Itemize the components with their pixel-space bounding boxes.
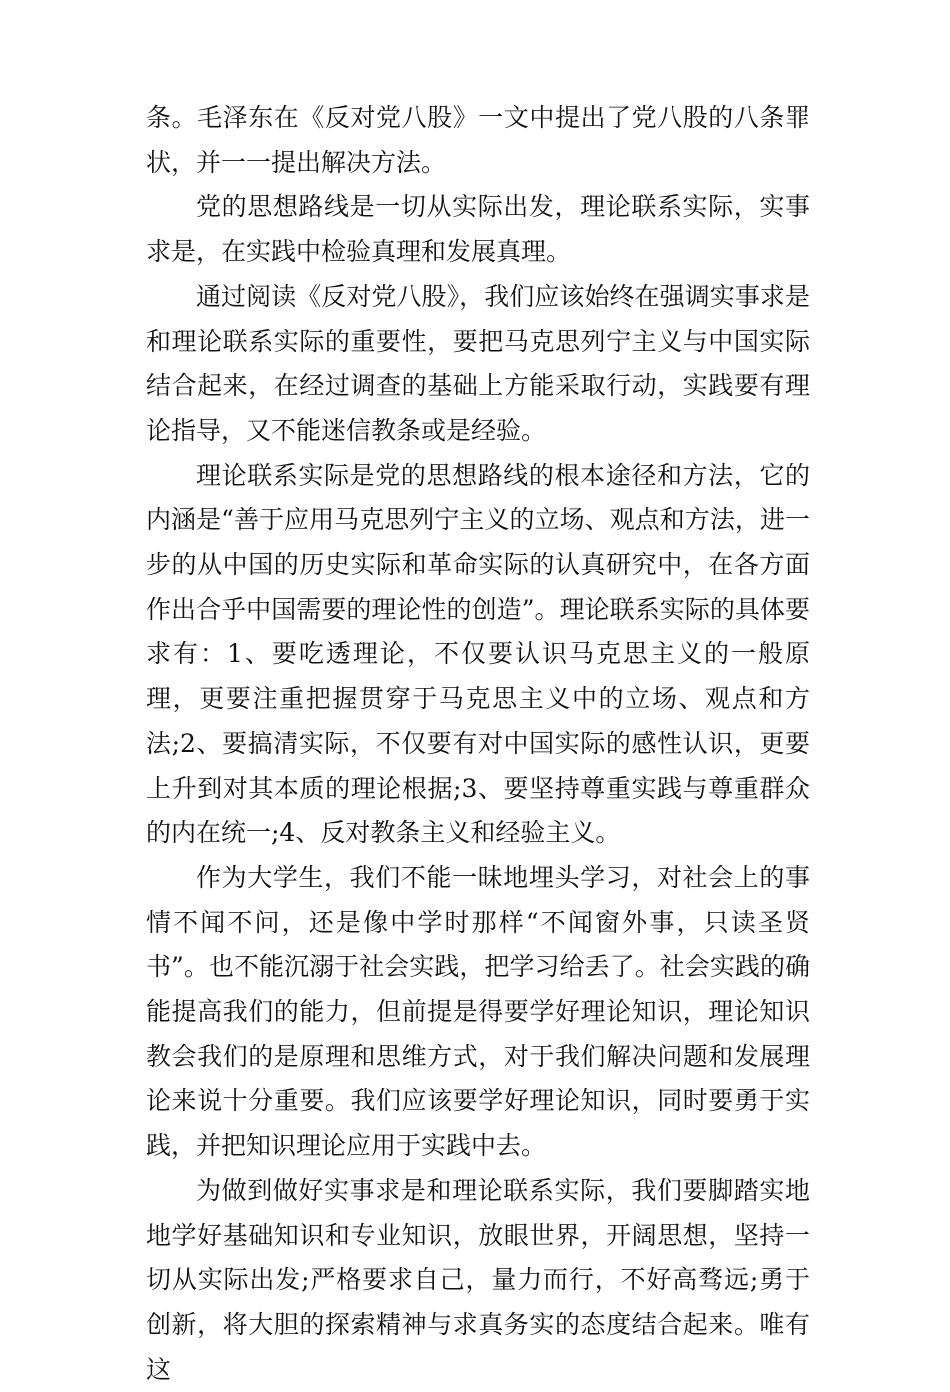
- paragraph-reading-reflection: 通过阅读《反对党八股》，我们应该始终在强调实事求是和理论联系实际的重要性，要把马克思列宁主义与中国实际结合起来，在经过调查的基础上方能采取行动，实践要有理论指导，又不能迷信教条或是经验。: [146, 281, 810, 445]
- paragraph-thought-line: 党的思想路线是一切从实际出发，理论联系实际，实事求是，在实践中检验真理和发展真理。: [146, 192, 810, 267]
- paragraph-continuation: 条。毛泽东在《反对党八股》一文中提出了党八股的八条罪状，并一一提出解决方法。: [146, 103, 810, 177]
- paragraph-student-role: 作为大学生，我们不能一昧地埋头学习，对社会上的事情不闻不问，还是像中学时那样“不闻窗外事，只读圣贤书”。也不能沉溺于社会实践，把学习给丢了。社会实践的确能提高我们的能力，但前提是得要学好理论知识，理论知识教会我们的是原理和思维方式，对于我们解决问题和发展理论来说十分重要。我们应该要学好理论知识，同时要勇于实践，并把知识理论应用于实践中去。: [146, 862, 810, 1161]
- document-body: [146, 96, 810, 1392]
- paragraph-conclusion: 为做到做好实事求是和理论联系实际，我们要脚踏实地地学好基础知识和专业知识，放眼世界，开阔思想，坚持一切从实际出发;严格要求自己，量力而行，不好高骛远;勇于创新，将大胆的探索精神与求真务实的态度结合起来。唯有这: [146, 1175, 810, 1384]
- paragraph-theory-practice: 理论联系实际是党的思想路线的根本途径和方法，它的内涵是“善于应用马克思列宁主义的立场、观点和方法，进一步的从中国的历史实际和革命实际的认真研究中，在各方面作出合乎中国需要的理论性的创造”。理论联系实际的具体要求有：1、要吃透理论，不仅要认识马克思主义的一般原理，更要注重把握贯穿于马克思主义中的立场、观点和方法;2、要搞清实际，不仅要有对中国实际的感性认识，更要上升到对其本质的理论根据;3、要坚持尊重实践与尊重群众的内在统一;4、反对教条主义和经验主义。: [146, 460, 810, 848]
